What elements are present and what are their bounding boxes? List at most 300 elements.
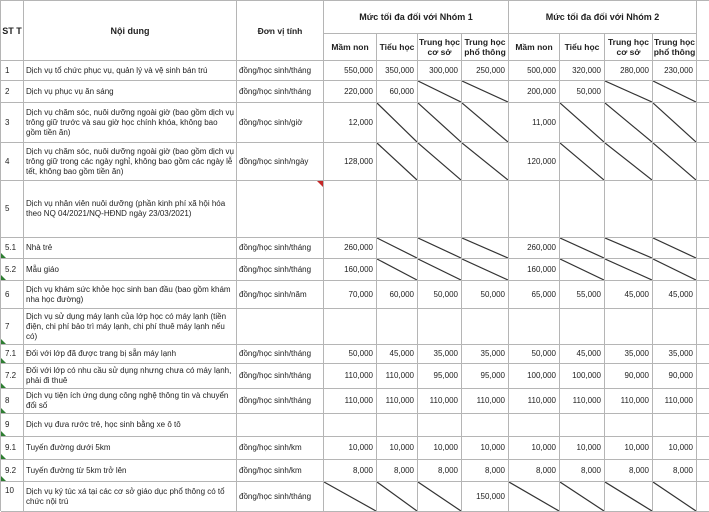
row-unit[interactable] bbox=[237, 389, 324, 414]
row-value-text: 8,000 bbox=[484, 465, 505, 475]
row-value-crossed bbox=[418, 143, 462, 181]
row-stt-text: 6 bbox=[5, 289, 10, 299]
row-value-text: 35,000 bbox=[668, 349, 693, 358]
row-value[interactable] bbox=[509, 460, 560, 482]
row-stt-text: 5.2 bbox=[5, 264, 17, 274]
row-content-text: Dịch vụ tiện ích ứng dụng công nghệ thông tin và chuyển đổi số bbox=[26, 391, 229, 410]
row-value[interactable] bbox=[509, 143, 560, 181]
row-empty-col bbox=[697, 81, 709, 103]
row-value[interactable] bbox=[560, 345, 605, 364]
row-value[interactable] bbox=[377, 309, 418, 345]
comment-marker bbox=[1, 431, 6, 436]
row-value-crossed bbox=[377, 143, 418, 181]
row-value[interactable] bbox=[605, 61, 653, 81]
diagonal-slash bbox=[605, 259, 652, 280]
row-value[interactable] bbox=[324, 259, 377, 281]
row-value-crossed bbox=[653, 103, 697, 143]
row-unit-text: đồng/học sinh/tháng bbox=[239, 371, 312, 380]
row-content[interactable] bbox=[24, 437, 237, 460]
row-stt-text: 8 bbox=[5, 396, 10, 405]
diagonal-slash bbox=[418, 259, 461, 280]
row-unit[interactable] bbox=[237, 364, 324, 389]
row-value[interactable] bbox=[462, 309, 509, 345]
row-value-text: 65,000 bbox=[531, 289, 556, 299]
row-value-crossed bbox=[605, 482, 653, 512]
row-value[interactable] bbox=[324, 181, 377, 238]
row-value[interactable] bbox=[324, 61, 377, 81]
row-unit-text: đồng/học sinh/km bbox=[239, 465, 302, 475]
row-value-text: 8,000 bbox=[580, 465, 601, 475]
row-content[interactable] bbox=[24, 414, 237, 437]
diagonal-slash bbox=[560, 238, 604, 258]
row-value-crossed bbox=[560, 103, 605, 143]
row-value-text: 35,000 bbox=[433, 349, 458, 358]
row-value-text: 55,000 bbox=[576, 289, 601, 299]
row-value-text: 12,000 bbox=[348, 117, 373, 127]
diagonal-slash bbox=[462, 259, 508, 280]
row-value[interactable] bbox=[377, 81, 418, 103]
row-value-text: 300,000 bbox=[429, 65, 458, 75]
row-value[interactable] bbox=[605, 181, 653, 238]
header-level-3 bbox=[462, 34, 509, 61]
header-stt bbox=[1, 1, 24, 61]
row-content-text: Tuyến đường dưới 5km bbox=[26, 443, 111, 452]
diagonal-slash bbox=[377, 259, 417, 280]
row-value-text: 110,000 bbox=[344, 396, 373, 405]
row-value-text: 120,000 bbox=[527, 156, 556, 166]
row-value-text: 10,000 bbox=[389, 443, 414, 452]
row-value-text: 110,000 bbox=[476, 396, 505, 405]
row-value[interactable] bbox=[324, 143, 377, 181]
row-content[interactable] bbox=[24, 364, 237, 389]
row-value[interactable] bbox=[605, 345, 653, 364]
row-value[interactable] bbox=[509, 181, 560, 238]
row-value[interactable] bbox=[509, 81, 560, 103]
header-level-5 bbox=[560, 34, 605, 61]
row-content-text: Nhà trẻ bbox=[26, 243, 53, 252]
row-stt-text: 3 bbox=[5, 117, 10, 127]
comment-marker bbox=[1, 383, 6, 388]
diagonal-slash bbox=[324, 482, 376, 511]
row-unit-text: đồng/học sinh/ngày bbox=[239, 156, 309, 166]
row-value-text: 100,000 bbox=[572, 371, 601, 380]
row-content[interactable] bbox=[24, 143, 237, 181]
row-value[interactable] bbox=[509, 345, 560, 364]
row-value-text: 110,000 bbox=[620, 396, 649, 405]
row-value-crossed bbox=[560, 143, 605, 181]
header-empty-col bbox=[697, 1, 709, 61]
row-value[interactable] bbox=[462, 364, 509, 389]
row-value[interactable] bbox=[462, 181, 509, 238]
row-unit[interactable] bbox=[237, 181, 324, 238]
row-value[interactable] bbox=[418, 309, 462, 345]
row-value-crossed bbox=[462, 143, 509, 181]
row-value[interactable] bbox=[418, 61, 462, 81]
row-stt bbox=[1, 437, 24, 460]
diagonal-slash bbox=[462, 143, 508, 180]
row-value[interactable] bbox=[560, 181, 605, 238]
header-noi-dung-text: Nội dung bbox=[110, 25, 150, 36]
row-value[interactable] bbox=[653, 364, 697, 389]
row-value[interactable] bbox=[418, 181, 462, 238]
header-level-0-text: Mầm non bbox=[331, 42, 369, 52]
row-value-text: 160,000 bbox=[527, 264, 556, 274]
row-value[interactable] bbox=[324, 345, 377, 364]
row-stt bbox=[1, 460, 24, 482]
row-stt bbox=[1, 181, 24, 238]
header-level-7-text: Trung học phổ thông bbox=[653, 37, 696, 57]
row-value[interactable] bbox=[605, 437, 653, 460]
comment-marker bbox=[317, 181, 323, 187]
row-value[interactable] bbox=[509, 414, 560, 437]
row-value-text: 110,000 bbox=[527, 396, 556, 405]
row-value-crossed bbox=[377, 103, 418, 143]
row-value[interactable] bbox=[324, 238, 377, 259]
row-value[interactable] bbox=[324, 460, 377, 482]
row-value[interactable] bbox=[509, 364, 560, 389]
row-value[interactable] bbox=[653, 437, 697, 460]
row-value[interactable] bbox=[653, 309, 697, 345]
row-unit-text: đồng/học sinh/tháng bbox=[239, 243, 312, 252]
row-value-text: 50,000 bbox=[480, 289, 505, 299]
row-value-crossed bbox=[605, 81, 653, 103]
row-value-crossed bbox=[560, 238, 605, 259]
row-value[interactable] bbox=[509, 281, 560, 309]
diagonal-slash bbox=[653, 482, 696, 511]
row-value-crossed bbox=[418, 259, 462, 281]
diagonal-slash bbox=[653, 143, 696, 180]
diagonal-slash bbox=[653, 81, 696, 102]
row-value[interactable] bbox=[653, 389, 697, 414]
row-unit[interactable] bbox=[237, 460, 324, 482]
row-value[interactable] bbox=[462, 437, 509, 460]
row-value[interactable] bbox=[324, 364, 377, 389]
row-value-crossed bbox=[605, 143, 653, 181]
comment-marker bbox=[1, 275, 6, 280]
row-value-text: 110,000 bbox=[385, 371, 414, 380]
row-content-text: Dịch vụ sử dụng máy lạnh của lớp học có máy lạnh (tiền điện, chi phí bảo trì máy lạnh, chi phí thuê máy lạnh nếu có) bbox=[26, 311, 227, 341]
diagonal-slash bbox=[560, 103, 604, 142]
row-value[interactable] bbox=[418, 437, 462, 460]
diagonal-slash bbox=[418, 81, 461, 102]
header-don-vi bbox=[237, 1, 324, 61]
row-stt bbox=[1, 81, 24, 103]
row-content-text: Mẫu giáo bbox=[26, 264, 59, 274]
row-value-crossed bbox=[377, 259, 418, 281]
comment-marker bbox=[1, 339, 6, 344]
row-value[interactable] bbox=[653, 460, 697, 482]
row-value[interactable] bbox=[462, 460, 509, 482]
row-value[interactable] bbox=[462, 482, 509, 512]
diagonal-slash bbox=[377, 238, 417, 258]
row-stt-text: 5.1 bbox=[5, 243, 17, 252]
row-stt bbox=[1, 259, 24, 281]
row-empty-col bbox=[697, 61, 709, 81]
row-value[interactable] bbox=[377, 389, 418, 414]
row-value[interactable] bbox=[324, 414, 377, 437]
row-value-text: 50,000 bbox=[531, 349, 556, 358]
row-value[interactable] bbox=[560, 389, 605, 414]
diagonal-slash bbox=[605, 103, 652, 142]
row-value[interactable] bbox=[509, 61, 560, 81]
row-value[interactable] bbox=[324, 81, 377, 103]
row-value-text: 50,000 bbox=[433, 289, 458, 299]
row-value-crossed bbox=[462, 81, 509, 103]
row-value-text: 8,000 bbox=[352, 465, 373, 475]
row-content[interactable] bbox=[24, 81, 237, 103]
row-unit[interactable] bbox=[237, 482, 324, 512]
row-content-text: Dịch vụ đưa rước trẻ, học sinh bằng xe ô tô bbox=[26, 420, 181, 429]
row-value[interactable] bbox=[509, 238, 560, 259]
row-value[interactable] bbox=[377, 437, 418, 460]
row-value-text: 260,000 bbox=[344, 243, 373, 252]
row-unit[interactable] bbox=[237, 437, 324, 460]
row-value-crossed bbox=[653, 482, 697, 512]
diagonal-slash bbox=[462, 238, 508, 258]
row-empty-col bbox=[697, 389, 709, 414]
row-value[interactable] bbox=[560, 364, 605, 389]
row-value[interactable] bbox=[653, 345, 697, 364]
row-value[interactable] bbox=[377, 181, 418, 238]
row-value[interactable] bbox=[418, 389, 462, 414]
row-value[interactable] bbox=[560, 61, 605, 81]
row-content-text: Dịch vụ chăm sóc, nuôi dưỡng ngoài giờ (bao gồm dịch vụ trông giữ trong các ngày nghỉ, không bao gồm các ngày lễ tết, không bao gồm tiền ăn) bbox=[26, 146, 234, 176]
row-content[interactable] bbox=[24, 238, 237, 259]
row-value-crossed bbox=[418, 103, 462, 143]
row-value[interactable] bbox=[462, 281, 509, 309]
row-stt-text: 1 bbox=[5, 65, 10, 75]
row-value-text: 60,000 bbox=[389, 289, 414, 299]
row-stt-text: 5 bbox=[5, 204, 10, 213]
row-value-text: 45,000 bbox=[668, 289, 693, 299]
row-content[interactable] bbox=[24, 482, 237, 512]
row-content-text: Dịch vụ tổ chức phục vụ, quản lý và vệ sinh bán trú bbox=[26, 65, 208, 75]
row-content-text: Đối với lớp có nhu cầu sử dụng nhưng chưa có máy lạnh, phải đi thuê bbox=[26, 366, 232, 385]
row-unit-text: đồng/học sinh/km bbox=[239, 443, 302, 452]
row-value-text: 110,000 bbox=[572, 396, 601, 405]
row-value[interactable] bbox=[324, 103, 377, 143]
row-content[interactable] bbox=[24, 281, 237, 309]
row-value-text: 200,000 bbox=[527, 86, 556, 96]
row-value-text: 70,000 bbox=[348, 289, 373, 299]
row-content[interactable] bbox=[24, 61, 237, 81]
row-value[interactable] bbox=[418, 281, 462, 309]
row-value-text: 90,000 bbox=[624, 371, 649, 380]
row-content-text: Dịch vụ chăm sóc, nuôi dưỡng ngoài giờ (bao gồm dịch vụ trông giữ trước và sau giờ học chính khóa, không bao gồm tiền ăn) bbox=[26, 107, 234, 137]
row-value[interactable] bbox=[509, 259, 560, 281]
diagonal-slash bbox=[605, 81, 652, 102]
row-value-text: 45,000 bbox=[624, 289, 649, 299]
comment-marker bbox=[1, 408, 6, 413]
row-value-crossed bbox=[653, 259, 697, 281]
row-value[interactable] bbox=[462, 414, 509, 437]
row-value-crossed bbox=[462, 259, 509, 281]
row-unit[interactable] bbox=[237, 309, 324, 345]
row-unit[interactable] bbox=[237, 103, 324, 143]
row-value-text: 320,000 bbox=[572, 65, 601, 75]
row-value-text: 280,000 bbox=[620, 65, 649, 75]
row-value-text: 8,000 bbox=[393, 465, 414, 475]
header-level-4-text: Mầm non bbox=[515, 42, 553, 52]
header-level-1-text: Tiểu học bbox=[379, 42, 415, 52]
header-level-1 bbox=[377, 34, 418, 61]
row-content[interactable] bbox=[24, 309, 237, 345]
row-value[interactable] bbox=[377, 364, 418, 389]
row-content[interactable] bbox=[24, 181, 237, 238]
row-value-crossed bbox=[418, 238, 462, 259]
row-value[interactable] bbox=[653, 414, 697, 437]
row-value[interactable] bbox=[418, 345, 462, 364]
row-value-text: 110,000 bbox=[664, 396, 693, 405]
row-stt-text: 4 bbox=[5, 156, 10, 166]
row-value-crossed bbox=[509, 482, 560, 512]
row-value[interactable] bbox=[377, 460, 418, 482]
row-content[interactable] bbox=[24, 259, 237, 281]
row-unit[interactable] bbox=[237, 281, 324, 309]
row-value-text: 150,000 bbox=[476, 491, 505, 501]
diagonal-slash bbox=[653, 238, 696, 258]
row-value-text: 500,000 bbox=[527, 65, 556, 75]
row-value[interactable] bbox=[605, 414, 653, 437]
header-level-5-text: Tiểu học bbox=[564, 42, 600, 52]
row-value-text: 250,000 bbox=[476, 65, 505, 75]
row-value-crossed bbox=[418, 81, 462, 103]
row-value-text: 128,000 bbox=[344, 156, 373, 166]
comment-marker bbox=[1, 358, 6, 363]
row-empty-col bbox=[697, 259, 709, 281]
row-empty-col bbox=[697, 238, 709, 259]
row-unit[interactable] bbox=[237, 143, 324, 181]
row-value-text: 10,000 bbox=[433, 443, 458, 452]
row-value[interactable] bbox=[560, 281, 605, 309]
row-value[interactable] bbox=[324, 437, 377, 460]
row-value-text: 95,000 bbox=[480, 371, 505, 380]
row-unit-text: đồng/học sinh/tháng bbox=[239, 491, 312, 501]
row-empty-col bbox=[697, 103, 709, 143]
row-content[interactable] bbox=[24, 389, 237, 414]
row-content-text: Đối với lớp đã được trang bị sẵn máy lạnh bbox=[26, 349, 177, 358]
diagonal-slash bbox=[560, 143, 604, 180]
row-value-crossed bbox=[377, 238, 418, 259]
header-stt-text: ST T bbox=[2, 25, 22, 36]
row-value[interactable] bbox=[653, 281, 697, 309]
row-value[interactable] bbox=[653, 181, 697, 238]
row-value[interactable] bbox=[377, 414, 418, 437]
row-content-text: Dịch vụ phục vụ ăn sáng bbox=[26, 86, 114, 96]
row-value[interactable] bbox=[509, 437, 560, 460]
row-value[interactable] bbox=[509, 103, 560, 143]
row-value-text: 50,000 bbox=[576, 86, 601, 96]
row-value-text: 10,000 bbox=[624, 443, 649, 452]
row-value[interactable] bbox=[560, 414, 605, 437]
header-nhom-2 bbox=[509, 1, 697, 34]
row-value[interactable] bbox=[509, 389, 560, 414]
row-value-crossed bbox=[653, 238, 697, 259]
row-value-crossed bbox=[462, 238, 509, 259]
row-unit[interactable] bbox=[237, 414, 324, 437]
row-value-crossed bbox=[653, 81, 697, 103]
row-value[interactable] bbox=[418, 364, 462, 389]
comment-marker bbox=[1, 476, 6, 481]
header-nhom-2-text: Mức tối đa đối với Nhóm 2 bbox=[545, 12, 660, 22]
diagonal-slash bbox=[560, 259, 604, 280]
row-value[interactable] bbox=[560, 437, 605, 460]
row-stt-text: 10 bbox=[5, 486, 14, 495]
row-content-text: Dịch vụ nhân viên nuôi dưỡng (phần kinh phí xã hội hóa theo NQ 04/2021/NQ-HĐND ngày 23/03/2021) bbox=[26, 199, 226, 218]
row-value[interactable] bbox=[324, 389, 377, 414]
row-value[interactable] bbox=[605, 281, 653, 309]
row-value[interactable] bbox=[377, 281, 418, 309]
header-nhom-1 bbox=[324, 1, 509, 34]
row-value[interactable] bbox=[324, 281, 377, 309]
row-value[interactable] bbox=[418, 414, 462, 437]
header-noi-dung bbox=[24, 1, 237, 61]
row-value[interactable] bbox=[605, 364, 653, 389]
row-value[interactable] bbox=[377, 345, 418, 364]
row-value[interactable] bbox=[653, 61, 697, 81]
row-stt-text: 7.1 bbox=[5, 349, 17, 358]
row-value[interactable] bbox=[560, 309, 605, 345]
row-unit[interactable] bbox=[237, 61, 324, 81]
row-content[interactable] bbox=[24, 345, 237, 364]
row-value[interactable] bbox=[462, 61, 509, 81]
row-value-crossed bbox=[605, 103, 653, 143]
header-level-0 bbox=[324, 34, 377, 61]
row-value-crossed bbox=[418, 482, 462, 512]
row-value[interactable] bbox=[509, 309, 560, 345]
row-empty-col bbox=[697, 309, 709, 345]
row-unit-text: đồng/học sinh/năm bbox=[239, 289, 307, 299]
row-value[interactable] bbox=[560, 81, 605, 103]
row-unit[interactable] bbox=[237, 238, 324, 259]
row-stt-text: 2 bbox=[5, 86, 10, 96]
row-value[interactable] bbox=[377, 61, 418, 81]
row-stt bbox=[1, 309, 24, 345]
row-value-text: 110,000 bbox=[344, 371, 373, 380]
row-unit[interactable] bbox=[237, 345, 324, 364]
row-empty-col bbox=[697, 364, 709, 389]
row-value[interactable] bbox=[560, 460, 605, 482]
row-unit-text: đồng/học sinh/tháng bbox=[239, 86, 312, 96]
diagonal-slash bbox=[462, 103, 508, 142]
row-value[interactable] bbox=[324, 309, 377, 345]
row-value[interactable] bbox=[462, 345, 509, 364]
row-value-text: 8,000 bbox=[672, 465, 693, 475]
row-content[interactable] bbox=[24, 460, 237, 482]
row-value[interactable] bbox=[418, 460, 462, 482]
row-value-text: 8,000 bbox=[437, 465, 458, 475]
row-value-text: 10,000 bbox=[480, 443, 505, 452]
header-nhom-1-text: Mức tối đa đối với Nhóm 1 bbox=[359, 12, 473, 22]
row-unit-text: đồng/học sinh/tháng bbox=[239, 264, 312, 274]
row-value[interactable] bbox=[605, 389, 653, 414]
row-empty-col bbox=[697, 281, 709, 309]
row-value[interactable] bbox=[462, 389, 509, 414]
row-content[interactable] bbox=[24, 103, 237, 143]
row-unit[interactable] bbox=[237, 259, 324, 281]
diagonal-slash bbox=[605, 238, 652, 258]
row-value[interactable] bbox=[605, 460, 653, 482]
row-value-text: 45,000 bbox=[576, 349, 601, 358]
row-value[interactable] bbox=[605, 309, 653, 345]
row-empty-col bbox=[697, 345, 709, 364]
row-value-text: 10,000 bbox=[576, 443, 601, 452]
row-unit-text: đồng/học sinh/tháng bbox=[239, 65, 312, 75]
row-unit[interactable] bbox=[237, 81, 324, 103]
row-stt-text: 7.2 bbox=[5, 371, 17, 380]
row-value-text: 95,000 bbox=[433, 371, 458, 380]
diagonal-slash bbox=[418, 238, 461, 258]
